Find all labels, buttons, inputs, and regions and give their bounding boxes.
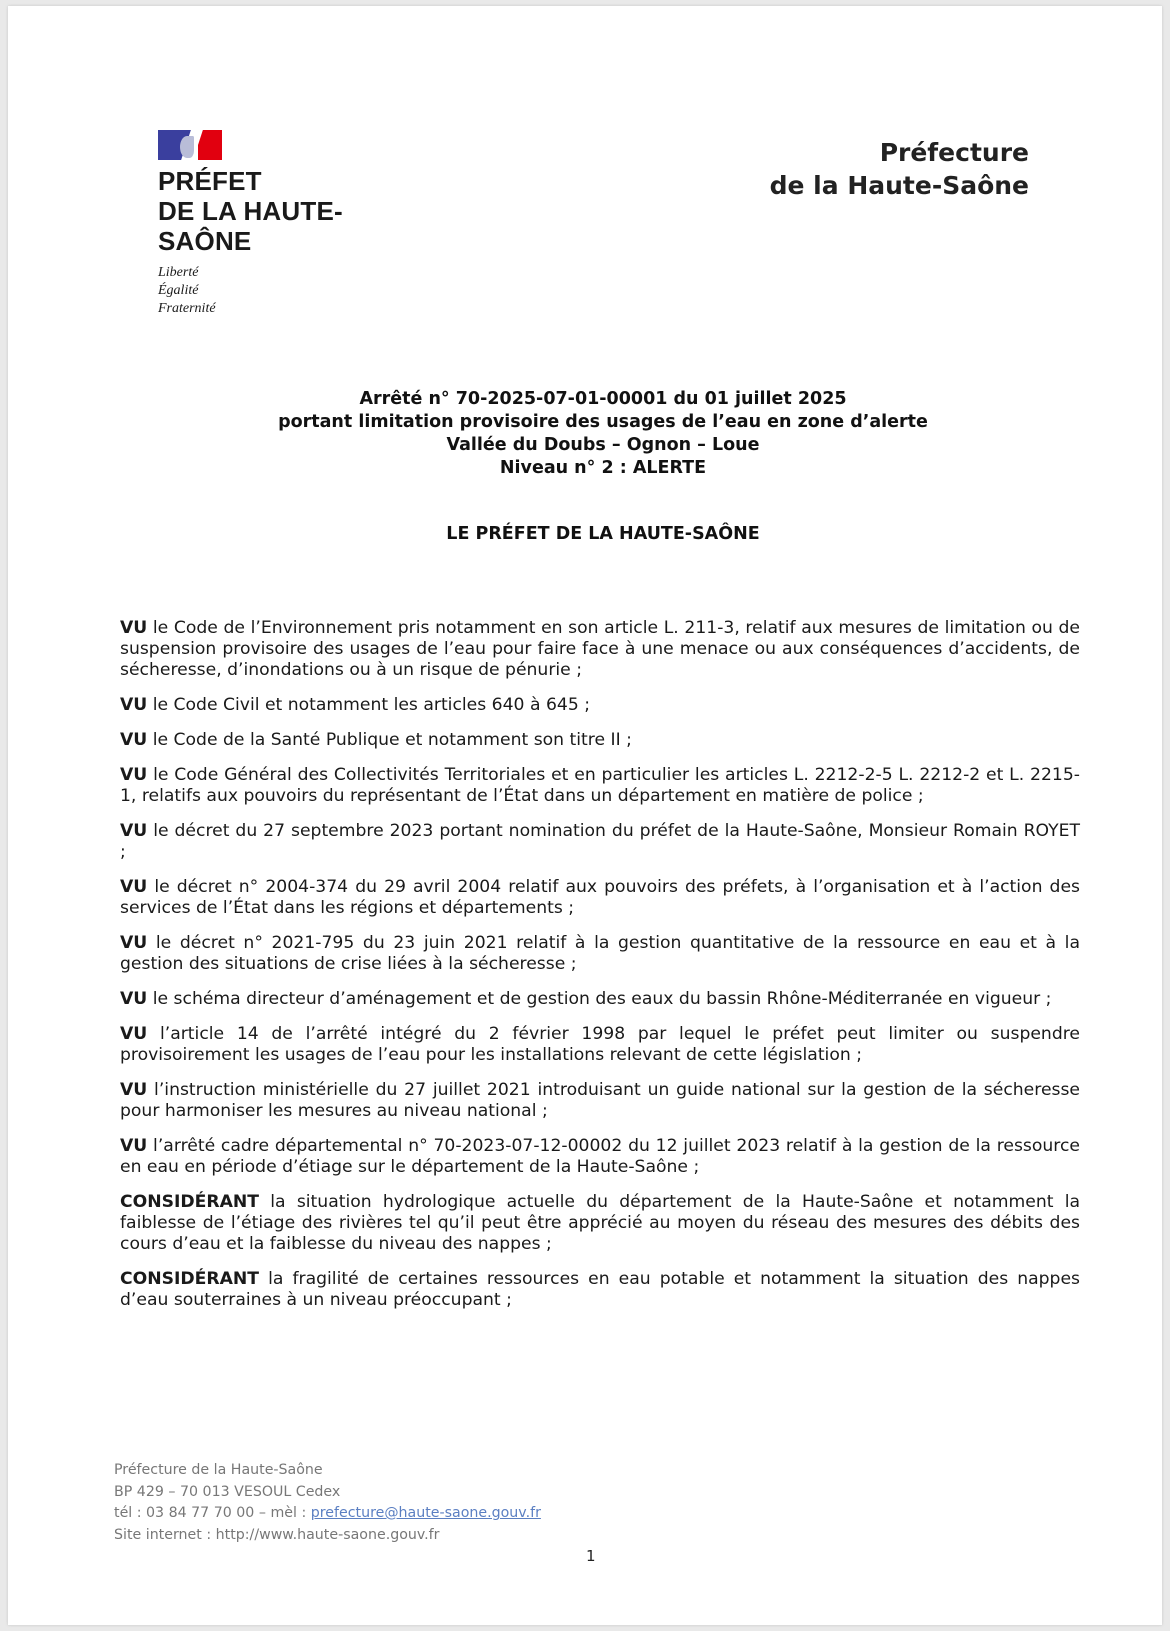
considerant-paragraph: VU l’instruction ministérielle du 27 juillet 2021 introduisant un guide national sur la gestion de la sécheresse pour harmoniser les mesures au niveau national ;	[120, 1080, 1080, 1121]
considerant-paragraph: VU l’article 14 de l’arrêté intégré du 2 février 1998 par lequel le préfet peut limiter ou suspendre provisoirement les usages de l’eau pour les installations relevant de cette législation ;	[120, 1024, 1080, 1065]
considerant-paragraph: VU l’arrêté cadre départemental n° 70-2023-07-12-00002 du 12 juillet 2023 relatif à la gestion de la ressource en eau en période d’étiage sur le département de la Haute-Saône ;	[120, 1136, 1080, 1177]
title-line: portant limitation provisoire des usages de l’eau en zone d’alerte	[278, 412, 928, 432]
considerant-paragraph: VU le Code de la Santé Publique et notamment son titre II ;	[120, 730, 632, 750]
considerant-paragraph: CONSIDÉRANT la fragilité de certaines ressources en eau potable et notamment la situation des nappes d’eau souterraines à un niveau préoccupant ;	[120, 1269, 1080, 1310]
prefet-logo-block	[158, 130, 343, 318]
considerant-paragraph: VU le schéma directeur d’aménagement et de gestion des eaux du bassin Rhône-Méditerranée en vigueur ;	[120, 989, 1052, 1009]
footer-address-name: Préfecture de la Haute-Saône	[114, 1462, 323, 1478]
footer-phone-line: tél : 03 84 77 70 00 – mèl : prefecture@haute-saone.gouv.fr	[114, 1505, 541, 1521]
title-line: Niveau n° 2 : ALERTE	[499, 458, 707, 478]
prefecture-header: Préfecture de la Haute-Saône	[769, 138, 1029, 200]
considerant-paragraph: VU le Code Général des Collectivités Territoriales et en particulier les articles L. 2212-2-5 L. 2212-2 et L. 2215-1, relatifs aux pouvoirs du représentant de l’État dans un département en matière de police ;	[120, 765, 1080, 806]
marianne-flag-logo	[158, 130, 222, 160]
arrete-title	[158, 388, 1048, 480]
page-number: 1	[586, 1547, 596, 1565]
considerant-paragraph: VU le décret n° 2004-374 du 29 avril 2004 relatif aux pouvoirs des préfets, à l’organisation et à l’action des services de l’État dans les régions et départements ;	[120, 877, 1080, 918]
footer-site: Site internet : http://www.haute-saone.gouv.fr	[114, 1526, 440, 1543]
document-page	[8, 6, 1162, 1625]
considerant-paragraph: CONSIDÉRANT la situation hydrologique actuelle du département de la Haute-Saône et notamment la faiblesse de l’étiage des rivières tel qu’il peut être apprécié au moyen du réseau des mesures des débits des cours d’eau et la faiblesse du niveau des nappes ;	[120, 1192, 1080, 1254]
title-line: Arrêté n° 70-2025-07-01-00001 du 01 juillet 2025	[359, 389, 847, 409]
email-link[interactable]: prefecture@haute-saone.gouv.fr	[310, 1505, 541, 1521]
considerant-paragraph: VU le décret n° 2021-795 du 23 juin 2021 relatif à la gestion quantitative de la ressource en eau et à la gestion des situations de crise liées à la sécheresse ;	[120, 933, 1080, 974]
prefet-heading: LE PRÉFET DE LA HAUTE-SAÔNE	[446, 524, 760, 544]
footer-address-bp: BP 429 – 70 013 VESOUL Cedex	[114, 1483, 341, 1500]
document-body	[120, 618, 1080, 1325]
prefet-name: PRÉFET DE LA HAUTE- SAÔNE	[158, 166, 343, 256]
considerant-paragraph: VU le Code Civil et notamment les articles 640 à 645 ;	[120, 695, 591, 715]
footer-contact	[114, 1460, 541, 1546]
title-line: Vallée du Doubs – Ognon – Loue	[446, 435, 760, 455]
republic-motto: Liberté Égalité Fraternité	[158, 265, 216, 316]
considerant-paragraph: VU le décret du 27 septembre 2023 portant nomination du préfet de la Haute-Saône, Monsieur Romain ROYET ;	[120, 821, 1080, 862]
considerant-paragraph: VU le Code de l’Environnement pris notamment en son article L. 211-3, relatif aux mesures de limitation ou de suspension provisoire des usages de l’eau pour faire face à une menace ou aux conséquences d’accidents, de sécheresse, d’inondations ou à un risque de pénurie ;	[120, 618, 1080, 680]
